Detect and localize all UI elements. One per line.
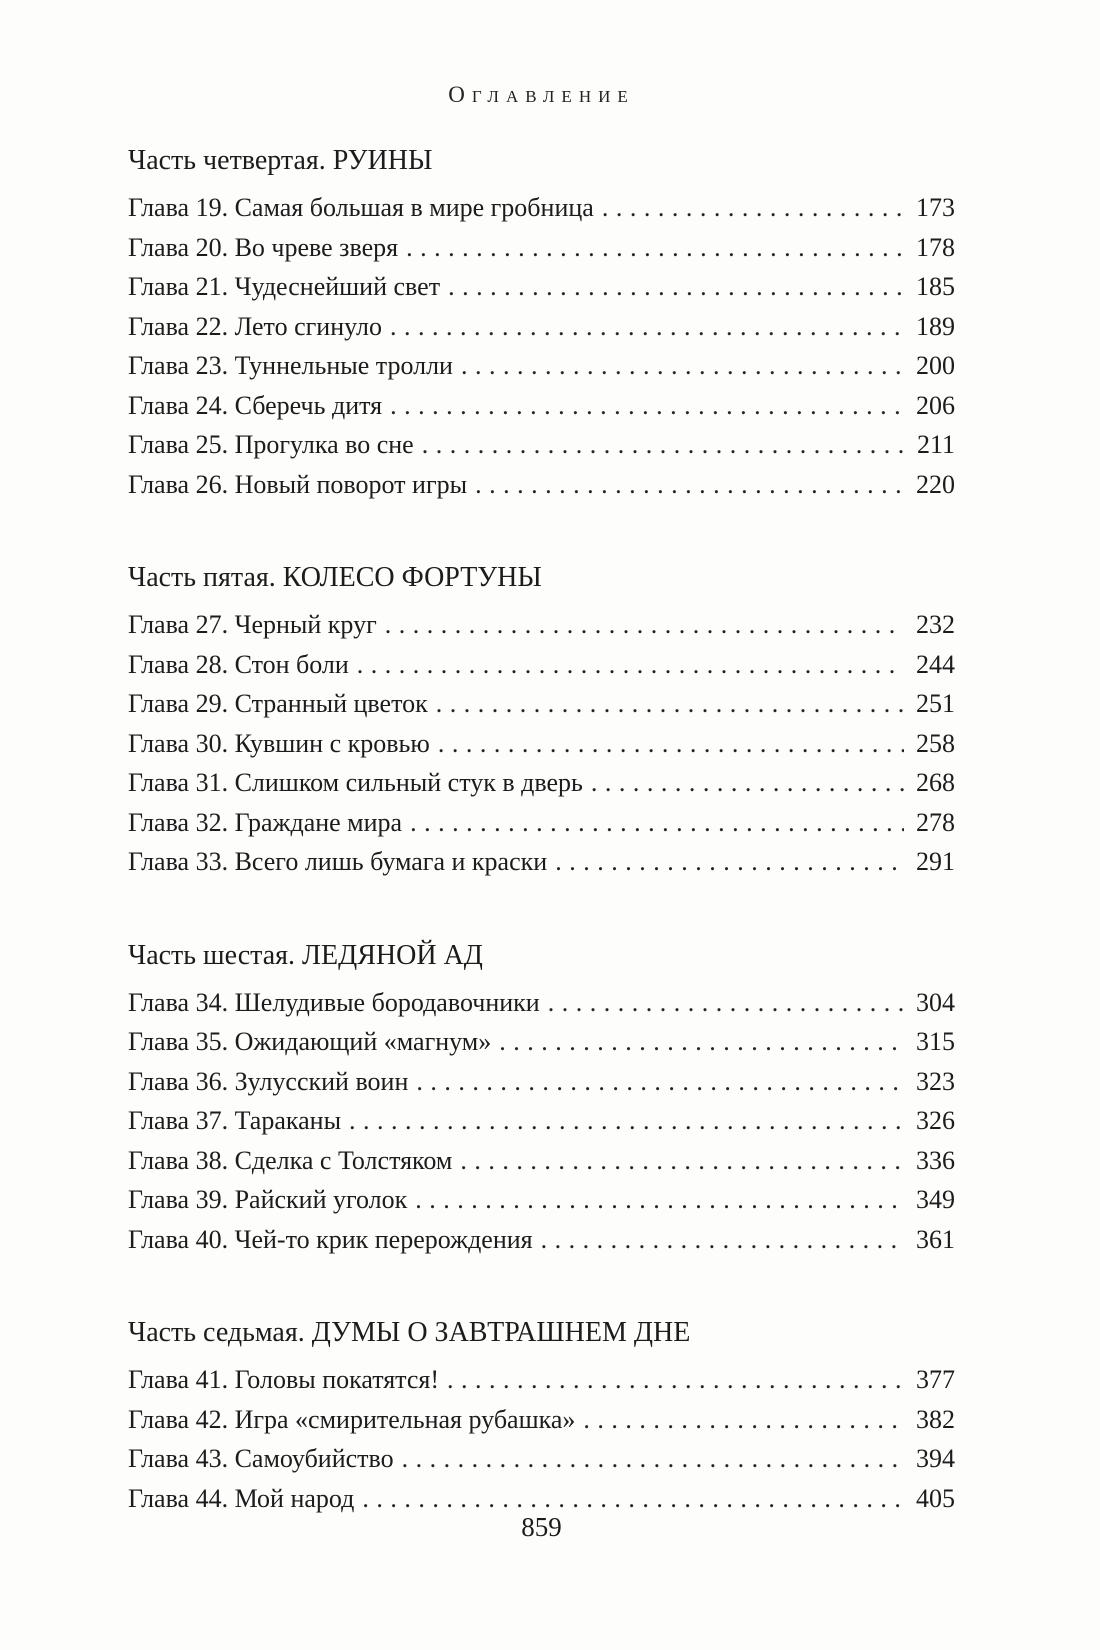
chapter-page-number: 278 bbox=[916, 807, 955, 837]
heading-rest-letters: ГЛАВЛЕНИЕ bbox=[471, 87, 635, 106]
chapter-title: Глава 36. Зулусский воин bbox=[128, 1066, 409, 1096]
chapter-page-number: 377 bbox=[916, 1365, 955, 1394]
chapter-page-number: 211 bbox=[916, 430, 955, 459]
toc-section bbox=[128, 143, 955, 504]
chapter-page-number: 323 bbox=[916, 1066, 955, 1096]
part-heading: Часть седьмая. ДУМЫ О ЗАВТРАШНЕМ ДНЕ bbox=[128, 1317, 691, 1348]
toc-entry bbox=[128, 1439, 955, 1479]
chapter-title: Глава 42. Игра «смирительная рубашка» bbox=[128, 1404, 576, 1434]
chapter-title: Глава 26. Новый поворот игры bbox=[128, 469, 468, 499]
part-heading: Часть шестая. ЛЕДЯНОЙ АД bbox=[128, 939, 483, 971]
toc-entry bbox=[128, 307, 955, 347]
toc-entry bbox=[128, 1220, 955, 1260]
dot-leader bbox=[499, 1022, 904, 1062]
toc-entry bbox=[128, 1360, 955, 1400]
chapter-title: Глава 43. Самоубийство bbox=[128, 1444, 394, 1473]
chapter-title: Глава 41. Головы покатятся! bbox=[128, 1365, 440, 1394]
chapter-title: Глава 27. Черный круг bbox=[128, 610, 377, 639]
chapter-page-number: 173 bbox=[916, 193, 955, 222]
dot-leader bbox=[448, 267, 904, 307]
part-heading: Часть четвертая. РУИНЫ bbox=[128, 145, 433, 176]
chapter-title: Глава 40. Чей-то крик перерождения bbox=[128, 1224, 533, 1254]
toc-entry bbox=[128, 1101, 955, 1141]
dot-leader bbox=[541, 1220, 904, 1260]
chapter-title: Глава 19. Самая большая в мире гробница bbox=[128, 193, 594, 222]
chapter-page-number: 206 bbox=[916, 390, 955, 420]
dot-leader bbox=[402, 1439, 904, 1479]
dot-leader bbox=[447, 1360, 904, 1400]
chapter-page-number: 361 bbox=[916, 1224, 955, 1254]
toc-section bbox=[128, 1315, 955, 1518]
chapter-title: Глава 25. Прогулка во сне bbox=[128, 430, 414, 459]
toc-entry bbox=[128, 465, 955, 505]
dot-leader bbox=[555, 842, 904, 882]
toc-entry bbox=[128, 346, 955, 386]
chapter-title: Глава 21. Чудеснейший свет bbox=[128, 272, 441, 301]
toc-entry bbox=[128, 803, 955, 843]
chapter-page-number: 220 bbox=[916, 469, 955, 499]
toc-entry bbox=[128, 1400, 955, 1440]
toc-entry bbox=[128, 1022, 955, 1062]
toc-entry bbox=[128, 842, 955, 882]
chapter-title: Глава 32. Граждане мира bbox=[128, 807, 403, 837]
dot-leader bbox=[385, 605, 904, 645]
chapter-page-number: 349 bbox=[916, 1185, 955, 1214]
toc-section bbox=[128, 938, 955, 1260]
dot-leader bbox=[548, 983, 904, 1023]
dot-leader bbox=[438, 724, 904, 764]
chapter-page-number: 394 bbox=[916, 1444, 955, 1473]
chapter-page-number: 304 bbox=[916, 987, 955, 1017]
dot-leader bbox=[422, 425, 905, 465]
part-heading: Часть пятая. КОЛЕСО ФОРТУНЫ bbox=[128, 562, 542, 593]
chapter-title: Глава 33. Всего лишь бумага и краски bbox=[128, 847, 548, 876]
toc-entry bbox=[128, 425, 955, 465]
toc-entry bbox=[128, 1180, 955, 1220]
chapter-page-number: 200 bbox=[916, 351, 955, 380]
toc-sections bbox=[128, 143, 955, 1518]
dot-leader bbox=[415, 1180, 904, 1220]
dot-leader bbox=[591, 763, 904, 803]
dot-leader bbox=[349, 1101, 904, 1141]
dot-leader bbox=[357, 645, 904, 685]
chapter-page-number: 178 bbox=[916, 232, 955, 262]
dot-leader bbox=[416, 1062, 904, 1102]
toc-section bbox=[128, 560, 955, 882]
chapter-page-number: 291 bbox=[916, 847, 955, 876]
heading-initial-letter: О bbox=[448, 82, 472, 107]
chapter-page-number: 251 bbox=[916, 689, 955, 718]
chapter-title: Глава 23. Туннельные тролли bbox=[128, 351, 453, 380]
chapter-page-number: 382 bbox=[916, 1404, 955, 1434]
chapter-page-number: 244 bbox=[916, 649, 955, 679]
chapter-title: Глава 29. Странный цветок bbox=[128, 689, 428, 718]
toc-entry bbox=[128, 1062, 955, 1102]
chapter-page-number: 326 bbox=[916, 1106, 955, 1135]
dot-leader bbox=[436, 684, 904, 724]
chapter-title: Глава 20. Во чреве зверя bbox=[128, 232, 399, 262]
chapter-page-number: 405 bbox=[916, 1483, 955, 1513]
dot-leader bbox=[390, 307, 904, 347]
chapter-title: Глава 44. Мой народ bbox=[128, 1483, 355, 1513]
dot-leader bbox=[410, 803, 904, 843]
dot-leader bbox=[406, 228, 904, 268]
toc-entry bbox=[128, 605, 955, 645]
dot-leader bbox=[475, 465, 904, 505]
chapter-title: Глава 22. Лето сгинуло bbox=[128, 311, 382, 341]
dot-leader bbox=[460, 1141, 904, 1181]
chapter-title: Глава 28. Стон боли bbox=[128, 649, 349, 679]
chapter-page-number: 185 bbox=[916, 272, 955, 301]
toc-entry bbox=[128, 724, 955, 764]
chapter-title: Глава 35. Ожидающий «магнум» bbox=[128, 1027, 492, 1056]
toc-entry bbox=[128, 228, 955, 268]
toc-entry bbox=[128, 684, 955, 724]
folio-page-number: 859 bbox=[521, 1512, 562, 1542]
toc-entry bbox=[128, 1141, 955, 1181]
dot-leader bbox=[583, 1400, 904, 1440]
chapter-page-number: 189 bbox=[916, 311, 955, 341]
chapter-title: Глава 31. Слишком сильный стук в дверь bbox=[128, 768, 583, 797]
dot-leader bbox=[390, 386, 904, 426]
page-heading bbox=[128, 80, 955, 113]
dot-leader bbox=[461, 346, 904, 386]
toc-entry bbox=[128, 763, 955, 803]
chapter-title: Глава 37. Тараканы bbox=[128, 1106, 342, 1135]
chapter-page-number: 258 bbox=[916, 728, 955, 758]
toc-entry bbox=[128, 267, 955, 307]
chapter-page-number: 336 bbox=[916, 1145, 955, 1175]
chapter-title: Глава 39. Райский уголок bbox=[128, 1185, 408, 1214]
chapter-title: Глава 34. Шелудивые бородавочники bbox=[128, 987, 540, 1017]
chapter-page-number: 315 bbox=[916, 1027, 955, 1056]
chapter-page-number: 268 bbox=[916, 768, 955, 797]
toc-entry bbox=[128, 188, 955, 228]
toc-entry bbox=[128, 386, 955, 426]
toc-entry bbox=[128, 645, 955, 685]
dot-leader bbox=[602, 188, 904, 228]
chapter-title: Глава 38. Сделка с Толстяком bbox=[128, 1145, 453, 1175]
chapter-title: Глава 30. Кувшин с кровью bbox=[128, 728, 430, 758]
chapter-title: Глава 24. Сберечь дитя bbox=[128, 390, 383, 420]
chapter-page-number: 232 bbox=[916, 610, 955, 639]
toc-entry bbox=[128, 983, 955, 1023]
